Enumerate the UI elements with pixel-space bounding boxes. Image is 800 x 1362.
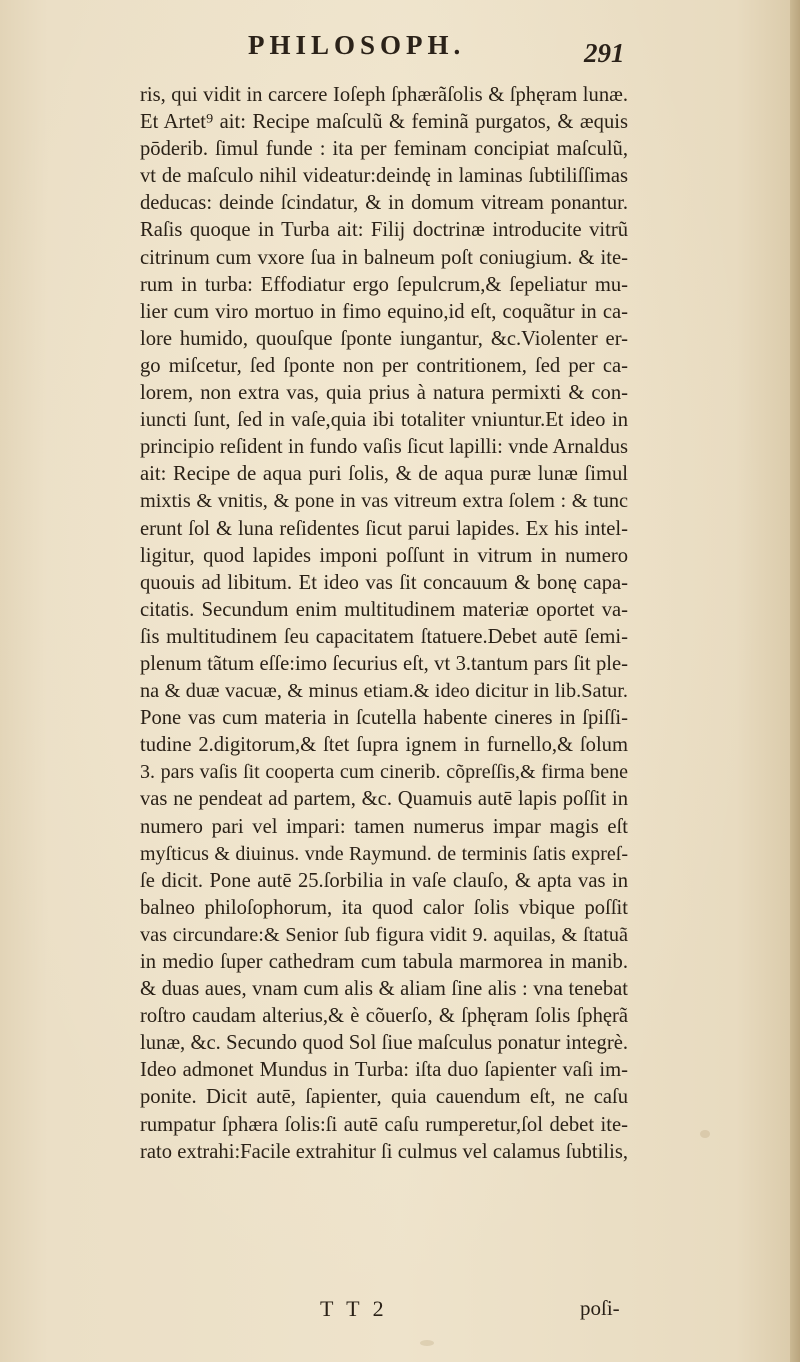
text-line: ſe dicit. Pone autē 25.ſorbilia in vaſe clauſo, & apta vas in [140,869,628,892]
text-line: Raſis quoque in Turba ait: Filij doctrinæ introducite vitrũ [140,219,628,242]
page-number: 291 [584,38,625,68]
text-line: ris, qui vidit in carcere Ioſeph ſphærãſolis & ſphęram lunæ. [140,84,628,106]
running-head: PHILOSOPH. [248,30,466,60]
text-line: ligitur, quod lapides imponi poſſunt in vitrum in numero [140,544,628,567]
text-line: ait: Recipe de aqua puri ſolis, & de aqua puræ lunæ ſimul [140,463,628,486]
text-line: rumpatur ſphæra ſolis:ſi autē caſu rumperetur,ſol debet ite- [140,1113,628,1136]
text-line: plenum tãtum eſſe:imo ſecurius eſt, vt 3.tantum pars ſit ple- [140,652,628,675]
text-line: 3. pars vaſis ſit cooperta cum cinerib. cõpreſſis,& firma bene [140,761,628,784]
paper-stain [700,1130,710,1138]
text-line: rum in turba: Effodiatur ergo ſepulcrum,& ſepeliatur mu- [140,273,628,296]
text-line: erunt ſol & luna reſidentes ſicut parui lapides. Ex his intel- [140,517,628,540]
text-line: lunæ, &c. Secundo quod Sol ſiue maſculus ponatur integrè. [140,1032,628,1055]
text-line: rato extrahi:Facile extrahitur ſi culmus vel calamus ſubtilis, [140,1140,628,1163]
page-edge [790,0,800,1362]
page-footer [0,1296,800,1326]
text-line: citrinum cum vxore ſua in balneum poſt coniugium. & ite- [140,246,628,269]
text-line: lorem, non extra vas, quia prius à natura permixti & con- [140,382,628,405]
page-header [0,24,800,74]
text-line: Pone vas cum materia in ſcutella habente cineres in ſpiſſi- [140,707,628,730]
text-line: lore humido, quouſque ſponte iungantur, &c.Violenter er- [140,327,628,350]
text-line: go miſcetur, ſed ſponte non per contritionem, ſed per ca- [140,354,628,377]
text-line: quouis ad libitum. Et ideo vas ſit concauum & bonę capa- [140,571,628,594]
text-line: vas ne pendeat ad partem, &c. Quamuis autē lapis poſſit in [140,788,628,811]
paper-stain [420,1340,434,1346]
text-line: na & duæ vacuæ, & minus etiam.& ideo dicitur in lib.Satur. [140,680,628,703]
text-line: Et Artet⁹ ait: Recipe maſculũ & feminã purgatos, & æquis [140,111,628,134]
catchword: poſi- [580,1296,620,1320]
text-line: & duas aues, vnam cum alis & aliam ſine alis : vna tenebat [140,978,628,1001]
text-line: lier cum viro mortuo in fimo equino,id eſt, coquãtur in ca- [140,300,628,323]
text-line: pōderib. ſimul funde : ita per feminam concipiat maſculũ, [140,138,628,161]
body-text [140,82,628,1166]
text-line: iuncti ſunt, ſed in vaſe,quia ibi totaliter vniuntur.Et ideo in [140,409,628,432]
text-line: balneo philoſophorum, ita quod calor ſolis vbique poſſit [140,896,628,919]
text-line: vt de maſculo nihil videatur:deindę in laminas ſubtiliſſimas [140,165,628,188]
text-line: ponite. Dicit autē, ſapienter, quia cauendum eſt, ne caſu [140,1086,628,1109]
text-line: myſticus & diuinus. vnde Raymund. de terminis ſatis expreſ- [140,842,628,865]
text-line: tudine 2.digitorum,& ſtet ſupra ignem in furnello,& ſolum [140,734,628,757]
text-line: in medio ſuper cathedram cum tabula marmorea in manib. [140,951,628,973]
text-line: mixtis & vnitis, & pone in vas vitreum extra ſolem : & tunc [140,490,628,513]
signature-mark: T T 2 [320,1296,388,1321]
text-line: vas circundare:& Senior ſub figura vidit 9. aquilas, & ſtatuã [140,923,628,946]
text-line: deducas: deinde ſcindatur, & in domum vitream ponantur. [140,192,628,215]
text-line: roſtro caudam alterius,& è cõuerſo, & ſphęram ſolis ſphęrã [140,1005,628,1028]
text-line: ſis multitudinem ſeu capacitatem ſtatuere.Debet autē ſemi- [140,625,628,648]
text-line: Ideo admonet Mundus in Turba: iſta duo ſapienter vaſi im- [140,1059,628,1082]
text-line: principio reſident in fundo vaſis ſicut lapilli: vnde Arnaldus [140,436,628,459]
text-line: citatis. Secundum enim multitudinem materiæ oportet va- [140,598,628,621]
text-line: numero pari vel impari: tamen numerus impar magis eſt [140,815,628,838]
